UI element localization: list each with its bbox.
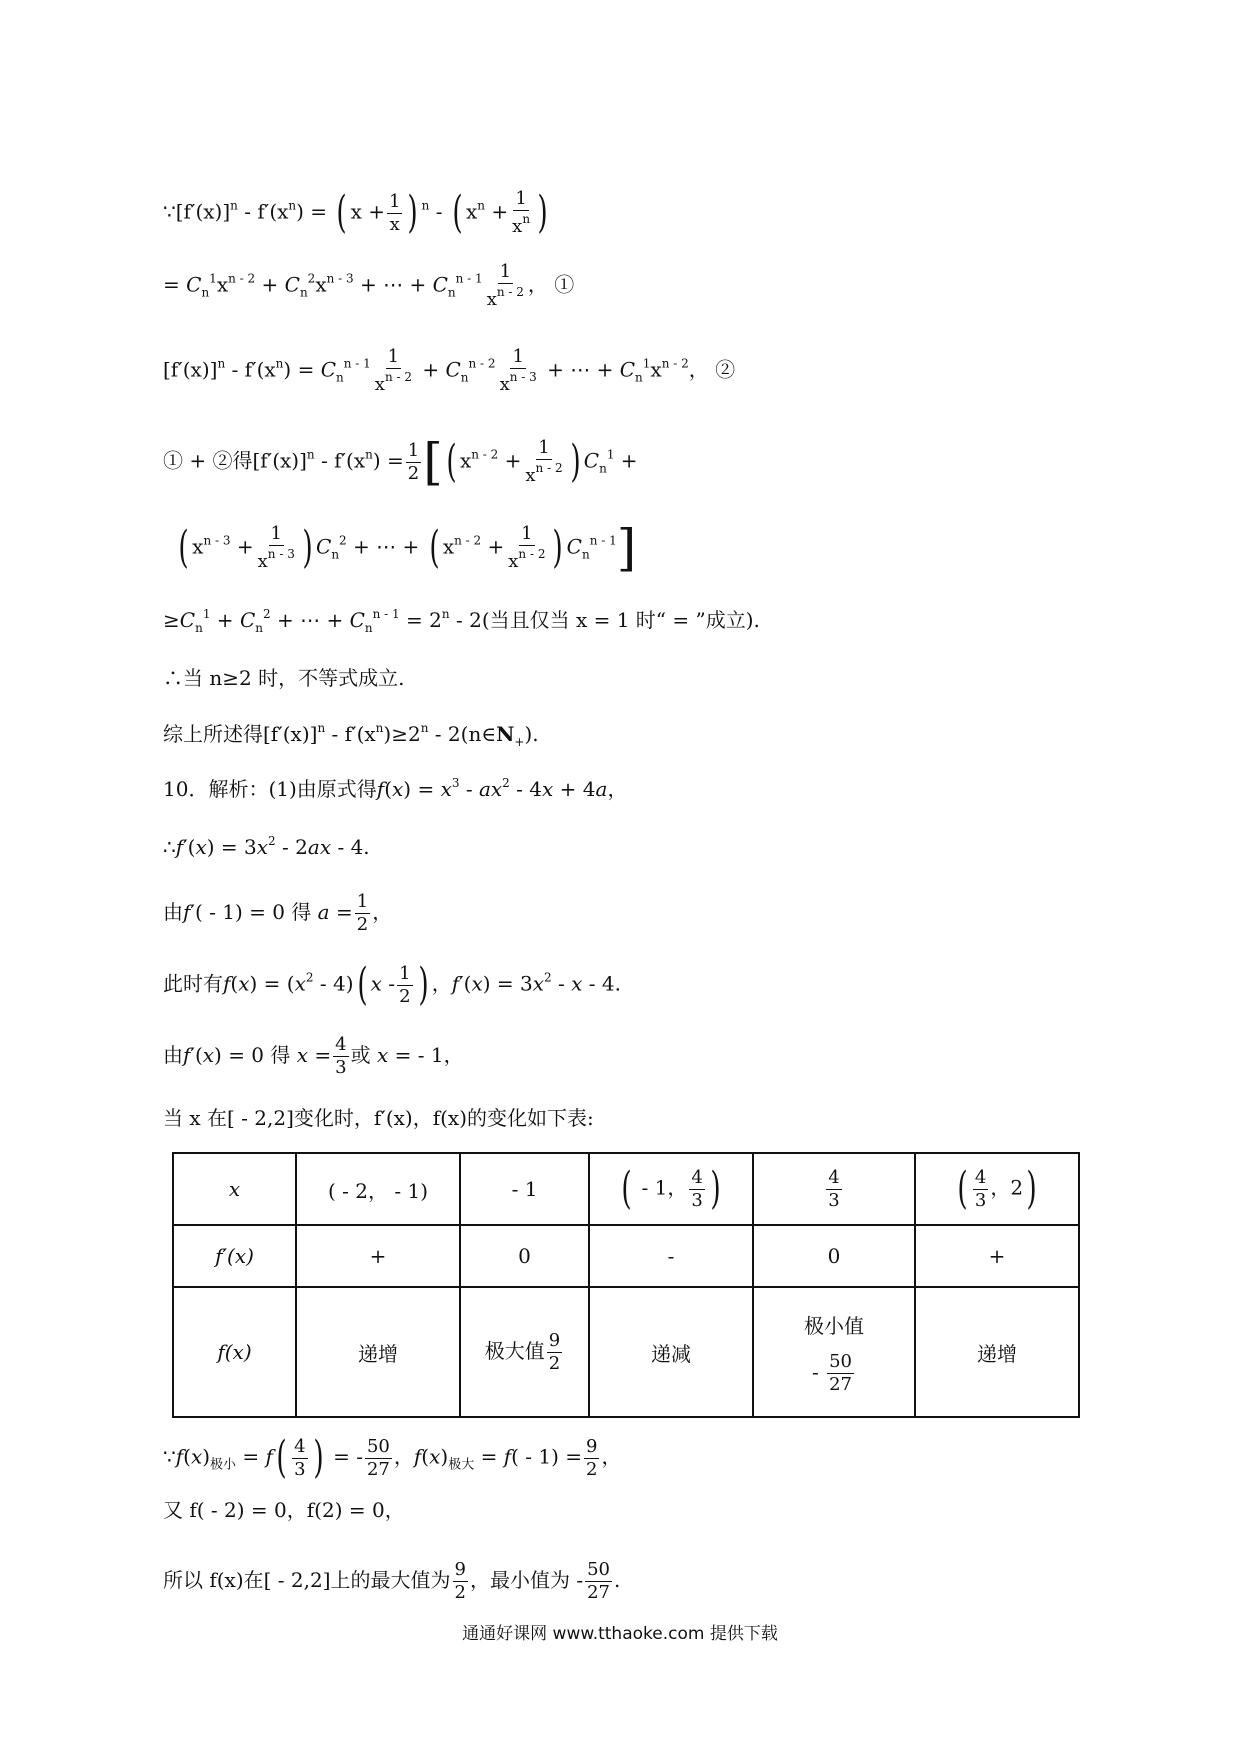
text: ∵[f′(x)] [163, 199, 231, 224]
formula-line-5: ( $x^{n - 3}$ + $\frac{1}{x^{n - 3}}$ ) $C_n^2$ + ⋯ + ( $x^{n - 2}$ + $\frac{1}{x^{n - 2}}$ ) $C_n^{n - 1}$] [178, 519, 637, 577]
text: 所以 f(x)在[ - 2,2]上的最大值为 [163, 1568, 451, 1592]
text-line-10: ∴f′(x) = $3x^2 - 2ax - 4$. [163, 834, 370, 859]
table-cell: + [915, 1225, 1079, 1287]
formula-line-6: $\ge C_n^1 + C_n^2$ + ⋯ + $C_n^{n - 1} = 2^n - 2$(当且仅当 x = 1 时“ = ”成立). [163, 607, 760, 635]
text: (当且仅当 x = 1 时“ = ”成立). [481, 608, 760, 632]
table-cell: f(x) [173, 1287, 296, 1417]
table-cell: 0 [460, 1225, 589, 1287]
variation-table [172, 1152, 1080, 1418]
text: ， ② [688, 357, 736, 382]
text-line-7: ∴当 n≥2 时，不等式成立. [163, 666, 405, 690]
table-row [173, 1225, 1079, 1287]
table-cell: f′(x) [173, 1225, 296, 1287]
table-cell: 极大值 $\frac{9}{2}$ [460, 1287, 589, 1417]
table-cell: 递减 [589, 1287, 753, 1417]
formula-line-4: ① + ②得$[f'(x)]^n - f'(x^n)$ = $\frac{1}{2}$ [( $x^{n - 2}$ + $\frac{1}{x^{n - 2}}$ ) $C_n^1$ + [163, 433, 638, 491]
table-cell: 递增 [296, 1287, 460, 1417]
text: 极大值 [484, 1338, 545, 1363]
text: ， ① [527, 272, 575, 297]
table-cell: - 1 [460, 1153, 589, 1225]
table-cell: ( - 1， $\frac{4}{3}$ ) [589, 1153, 753, 1225]
text-line-15: $\because f(x)_{极小} = f$( $\frac{4}{3}$ ) = - $\frac{50}{27}$ ，$f(x)_{极大} = f( - 1)$ = $\frac{9}{2}$ ， [163, 1432, 622, 1483]
text: (n∈ [460, 722, 497, 746]
table-cell: 0 [753, 1225, 915, 1287]
text: ∴ [163, 835, 176, 859]
text-line-17: 所以 f(x)在[ - 2,2]上的最大值为 $\frac{9}{2}$ ，最小值为 - $\frac{50}{27}$ . [163, 1559, 621, 1603]
text: 10．解析：(1)由原式得 [163, 777, 377, 801]
table-row [173, 1153, 1079, 1225]
text-line-8: 综上所述得$[f'(x)]^n - f'(x^n)\ge 2^n$ - $2(n\in N_+)$. [163, 721, 539, 749]
table-cell: $\frac{4}{3}$ [753, 1153, 915, 1225]
formula-line-2: = $C_n^1x^{n - 2} + C_n^2x^{n - 3}$ + ⋯ + $C_n^{n - 1}$ $\frac{1}{x^{n - 2}}$ ， ① [163, 261, 575, 310]
text-line-11: 由f′( - 1) = 0 得 a = $\frac{1}{2}$ ， [163, 891, 393, 935]
text: 综上所述得[f′(x)] [163, 722, 318, 746]
text: 极小值 [804, 1314, 864, 1338]
table-cell: ( $\frac{4}{3}$ ，2) [915, 1153, 1079, 1225]
page-footer: 通通好课网 www.tthaoke.com 提供下载 [462, 1624, 778, 1644]
text-line-9: 10．解析：(1)由原式得$f(x) = x^3 - ax^2 - 4x + 4a$， [163, 776, 628, 801]
text: 由 [163, 900, 183, 924]
table-cell: + [296, 1225, 460, 1287]
text-line-12: 此时有$f(x) = (x^2 - 4)$( x - $\frac{1}{2}$ ) ，$f'(x) = 3x^2 - x - 4$. [163, 959, 621, 1010]
text: ① + ②得[f′(x)] [163, 448, 307, 473]
table-cell: ( - 2， - 1) [296, 1153, 460, 1225]
text: 由 [163, 1043, 183, 1067]
text: ∵ [163, 1444, 176, 1469]
text-line-13: 由f′(x) = 0 得 x = $\frac{4}{3}$ 或 x = - 1， [163, 1034, 464, 1078]
text: 此时有 [163, 971, 223, 996]
formula-line-1: $\because[f'(x)]^n - f'(x^n)$ = ( x + $\frac{1}{x}$ ) $^n$ - ( $x^n$ + $\frac{1}{x^n}$ ) [163, 187, 548, 238]
table-cell: 递增 [915, 1287, 1079, 1417]
table-cell: x [173, 1153, 296, 1225]
table-row [173, 1287, 1079, 1417]
table-cell: 极小值 - $\frac{50}{27}$ [753, 1287, 915, 1417]
formula-line-3: $[f'(x)]^n - f'(x^n) = C_n^{n - 1}$ $\frac{1}{x^{n - 2}}$ + $C_n^{n - 2}$ $\frac{1}{x^{n - 3}}$ + ⋯ + $C_n^1x^{n - 2}$， ② [163, 346, 736, 395]
text-line-16: 又 f( - 2) = 0，f(2) = 0， [163, 1498, 405, 1522]
text-line-14: 当 x 在[ - 2,2]变化时，f′(x)，f(x)的变化如下表: [163, 1106, 594, 1130]
table-cell: - [589, 1225, 753, 1287]
